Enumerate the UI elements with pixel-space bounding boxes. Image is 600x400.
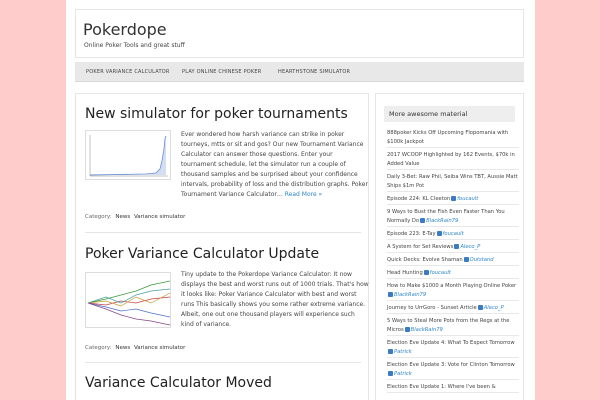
sidebar-author[interactable]: foucault [442,231,464,237]
category-tag-news[interactable]: News [115,214,131,220]
sidebar-link-text: Episode 223: E-Tay [387,231,436,237]
sidebar-link-text: 2017 WCOOP Highlighted by 162 Events, $70k in Added Value [387,152,515,167]
sidebar-link[interactable] [387,269,519,279]
category-label: Category: [85,214,112,220]
user-icon [478,305,483,310]
post-divider [85,232,361,233]
sidebar-author[interactable]: Patrick [394,349,412,355]
main-content [75,93,369,400]
sidebar-link-text: 9 Ways to Bust the Fish Even Faster Than You Normally Do [387,209,505,224]
sidebar-author[interactable]: foucault [429,270,451,276]
post-title[interactable]: New simulator for poker tournaments [85,106,348,122]
post-excerpt [181,130,369,200]
sidebar-link[interactable] [387,304,519,314]
user-icon [451,196,456,201]
sidebar-link[interactable] [387,339,519,358]
sidebar [375,93,524,400]
sidebar-link-text: A System for Set Reviews [387,244,454,250]
sidebar-author[interactable]: Outstand [469,257,494,263]
sidebar-link[interactable] [387,173,519,192]
site-tagline: Online Poker Tools and great stuff [84,42,185,49]
sidebar-author[interactable]: BlackRain79 [426,218,459,224]
sidebar-link[interactable] [387,230,519,240]
category-tag-variance-simulator[interactable]: Variance simulator [133,214,186,220]
sidebar-link[interactable] [387,317,519,336]
sidebar-author[interactable]: BlackRain79 [410,327,443,333]
sidebar-link[interactable] [387,151,519,170]
sidebar-link[interactable] [387,282,519,301]
sidebar-author[interactable]: BlackRain79 [394,292,427,298]
user-icon [388,371,393,376]
sidebar-link[interactable] [387,383,519,393]
category-tag-variance-simulator[interactable]: Variance simulator [133,345,186,351]
user-icon [454,244,459,249]
sidebar-link-text: Daily 3-Bet: Raw Phil, Seiba Wins TBT, Aussie Matt Ships $1m Pot [387,174,518,189]
sidebar-author[interactable]: foucault [457,196,479,202]
post-meta [85,345,185,351]
page-container [66,0,535,400]
sidebar-link-text: Episode 224: KL Cleeton [387,196,451,202]
sidebar-link-text: How to Make $1000 a Month Playing Online Poker [387,283,517,289]
sidebar-link-text: 888poker Kicks Off Upcoming Flopomania with $100k Jackpot [387,130,509,145]
post-meta [85,214,185,220]
sidebar-link-text: 5 Ways to Steal More Pots from the Regs at the Micros [387,318,510,333]
main-navigation [75,62,524,82]
sidebar-link[interactable] [387,256,519,266]
site-header [75,9,524,58]
nav-item-poker-variance-calculator[interactable]: POKER VARIANCE CALCULATOR [86,69,170,75]
user-icon [464,257,469,262]
post-title[interactable]: Poker Variance Calculator Update [85,246,320,262]
variance-runs-thumbnail [86,273,171,328]
sidebar-link[interactable] [387,195,519,205]
sidebar-link[interactable] [387,243,519,253]
nav-item-play-online-chinese-poker[interactable]: PLAY ONLINE CHINESE POKER [182,69,262,75]
sidebar-link-text: Election Eve Update 4: What To Expect Tomorrow [387,340,515,346]
post-excerpt: Tiny update to the Pokerdope Variance Calculator: It now displays the best and worst runs out of 1000 trials. That's how it looks like: Poker Variance Calculator with best and worst runs This basically shows you some rather extreme variance. Albeit, one out one thousand players will experience such kind of variance. [181,271,369,328]
sidebar-link-text: Quick Decks: Evolve Shaman [387,257,463,263]
user-icon [405,327,410,332]
sidebar-author[interactable]: Aleco_P [460,244,481,250]
post-thumbnail[interactable] [85,130,171,180]
user-icon [437,231,442,236]
user-icon [424,270,429,275]
widget-title: More awesome material [384,106,515,122]
sidebar-link-text: Head Hunting [387,270,423,276]
user-icon [420,218,425,223]
sidebar-link-text: Election Eve Update 1: Where I've been & [387,384,496,390]
sidebar-link-text: Journey to UrrGoro - Sunset Article [387,305,477,311]
distribution-graph-thumbnail [86,131,171,180]
category-label: Category: [85,345,112,351]
read-more-link[interactable]: Read More » [284,191,323,198]
nav-item-hearthstone-simulator[interactable]: HEARTHSTONE SIMULATOR [278,69,351,75]
post-divider [85,362,361,363]
category-tag-news[interactable]: News [115,345,131,351]
user-icon [388,349,393,354]
post-excerpt-text: Ever wondered how harsh variance can strike in poker tourneys, mtts or sit and gos? Our new Tournament Variance Calculator can answer those questions. Enter your tournament schedule, let the simulator run a couple of thousand samples and be surprised about your confidence intervals, probability of loss and the distribution graphs. Poker Tournament Variance Calculator… [181,131,368,198]
sidebar-link[interactable] [387,361,519,380]
sidebar-author[interactable]: Aleco_P [483,305,504,311]
user-icon [388,292,393,297]
post-title[interactable]: Variance Calculator Moved [85,375,272,391]
sidebar-link-text: Election Eve Update 3: Vote for Clinton Tomorrow [387,362,515,368]
sidebar-link[interactable] [387,129,519,148]
sidebar-author[interactable]: Patrick [394,371,412,377]
post-thumbnail[interactable] [85,272,171,328]
site-title[interactable]: Pokerdope [83,20,167,39]
sidebar-link[interactable] [387,208,519,227]
